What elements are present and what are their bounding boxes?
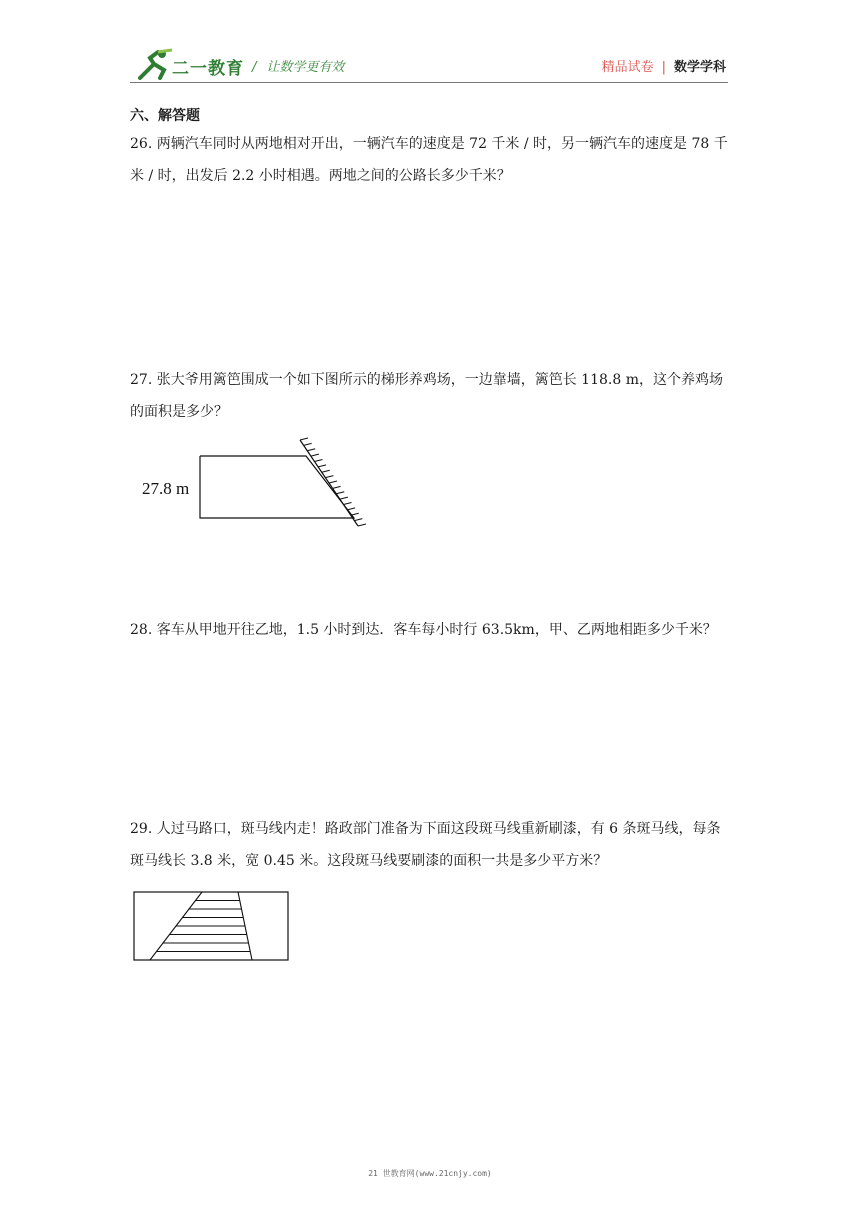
slogan-text: 让数学更有效 [266,60,345,75]
hatch-mark [354,519,362,521]
question-number: 27. [130,372,153,388]
question-text: 张大爷用篱笆围成一个如下图所示的梯形养鸡场，一边靠墙，篱笆长 118.8 m，这个养鸡场的面积是多少？ [130,372,723,420]
trapezoid-outline [200,456,354,518]
tag-subject: 数学学科 [673,60,726,75]
question-number: 29. [130,821,153,837]
tag-premium: 精品试卷 [601,60,654,75]
page-header [0,0,860,100]
slogan [252,56,344,75]
hatch-mark [318,465,326,467]
hatch-mark [347,508,355,510]
header-tag [602,56,726,75]
question-number: 26. [130,136,153,152]
question-28 [130,614,730,646]
question-29 [130,813,730,877]
question-26 [130,128,730,192]
hatch-mark [344,503,352,505]
header-divider [130,82,728,83]
slogan-slash: / [252,60,257,75]
hatch-mark [336,492,344,494]
hatch-mark [311,454,319,456]
question-text: 客车从甲地开往乙地，1.5 小时到达．客车每小时行 63.5km，甲、乙两地相距多少千米？ [156,622,717,638]
tag-separator: | [661,60,666,75]
hatch-mark [333,486,341,488]
hatch-mark [358,524,366,526]
question-27 [130,364,730,428]
wall-hatching [300,438,366,526]
hatch-mark [340,497,348,499]
height-label: 27.8 m [142,479,190,498]
question-text: 人过马路口，斑马线内走！路政部门准备为下面这段斑马线重新刷漆，有 6 条斑马线，每条斑马线长 3.8 米，宽 0.45 米。这段斑马线要刷漆的面积一共是多少平方米？ [130,821,721,869]
runner-logo-icon [136,48,176,82]
hatch-mark [325,476,333,478]
hatch-mark [304,443,312,445]
trapezoid-figure [130,436,370,536]
crosswalk-stripes [157,901,251,952]
question-number: 28. [130,622,153,638]
hatch-mark [307,449,315,451]
hatch-mark [322,470,330,472]
page-footer: 21 世教育网(www.21cnjy.com) [368,1169,492,1178]
hatch-mark [300,438,308,440]
brand-name: 二一教育 [172,59,244,79]
crosswalk-figure [130,888,292,964]
hatch-mark [315,460,323,462]
hatch-mark [329,481,337,483]
section-title: 六、解答题 [130,108,200,124]
question-text: 两辆汽车同时从两地相对开出，一辆汽车的速度是 72 千米 / 时，另一辆汽车的速度是 78 千米 / 时，出发后 2.2 小时相遇。两地之间的公路长多少千米？ [130,136,728,184]
hatch-mark [351,513,359,515]
